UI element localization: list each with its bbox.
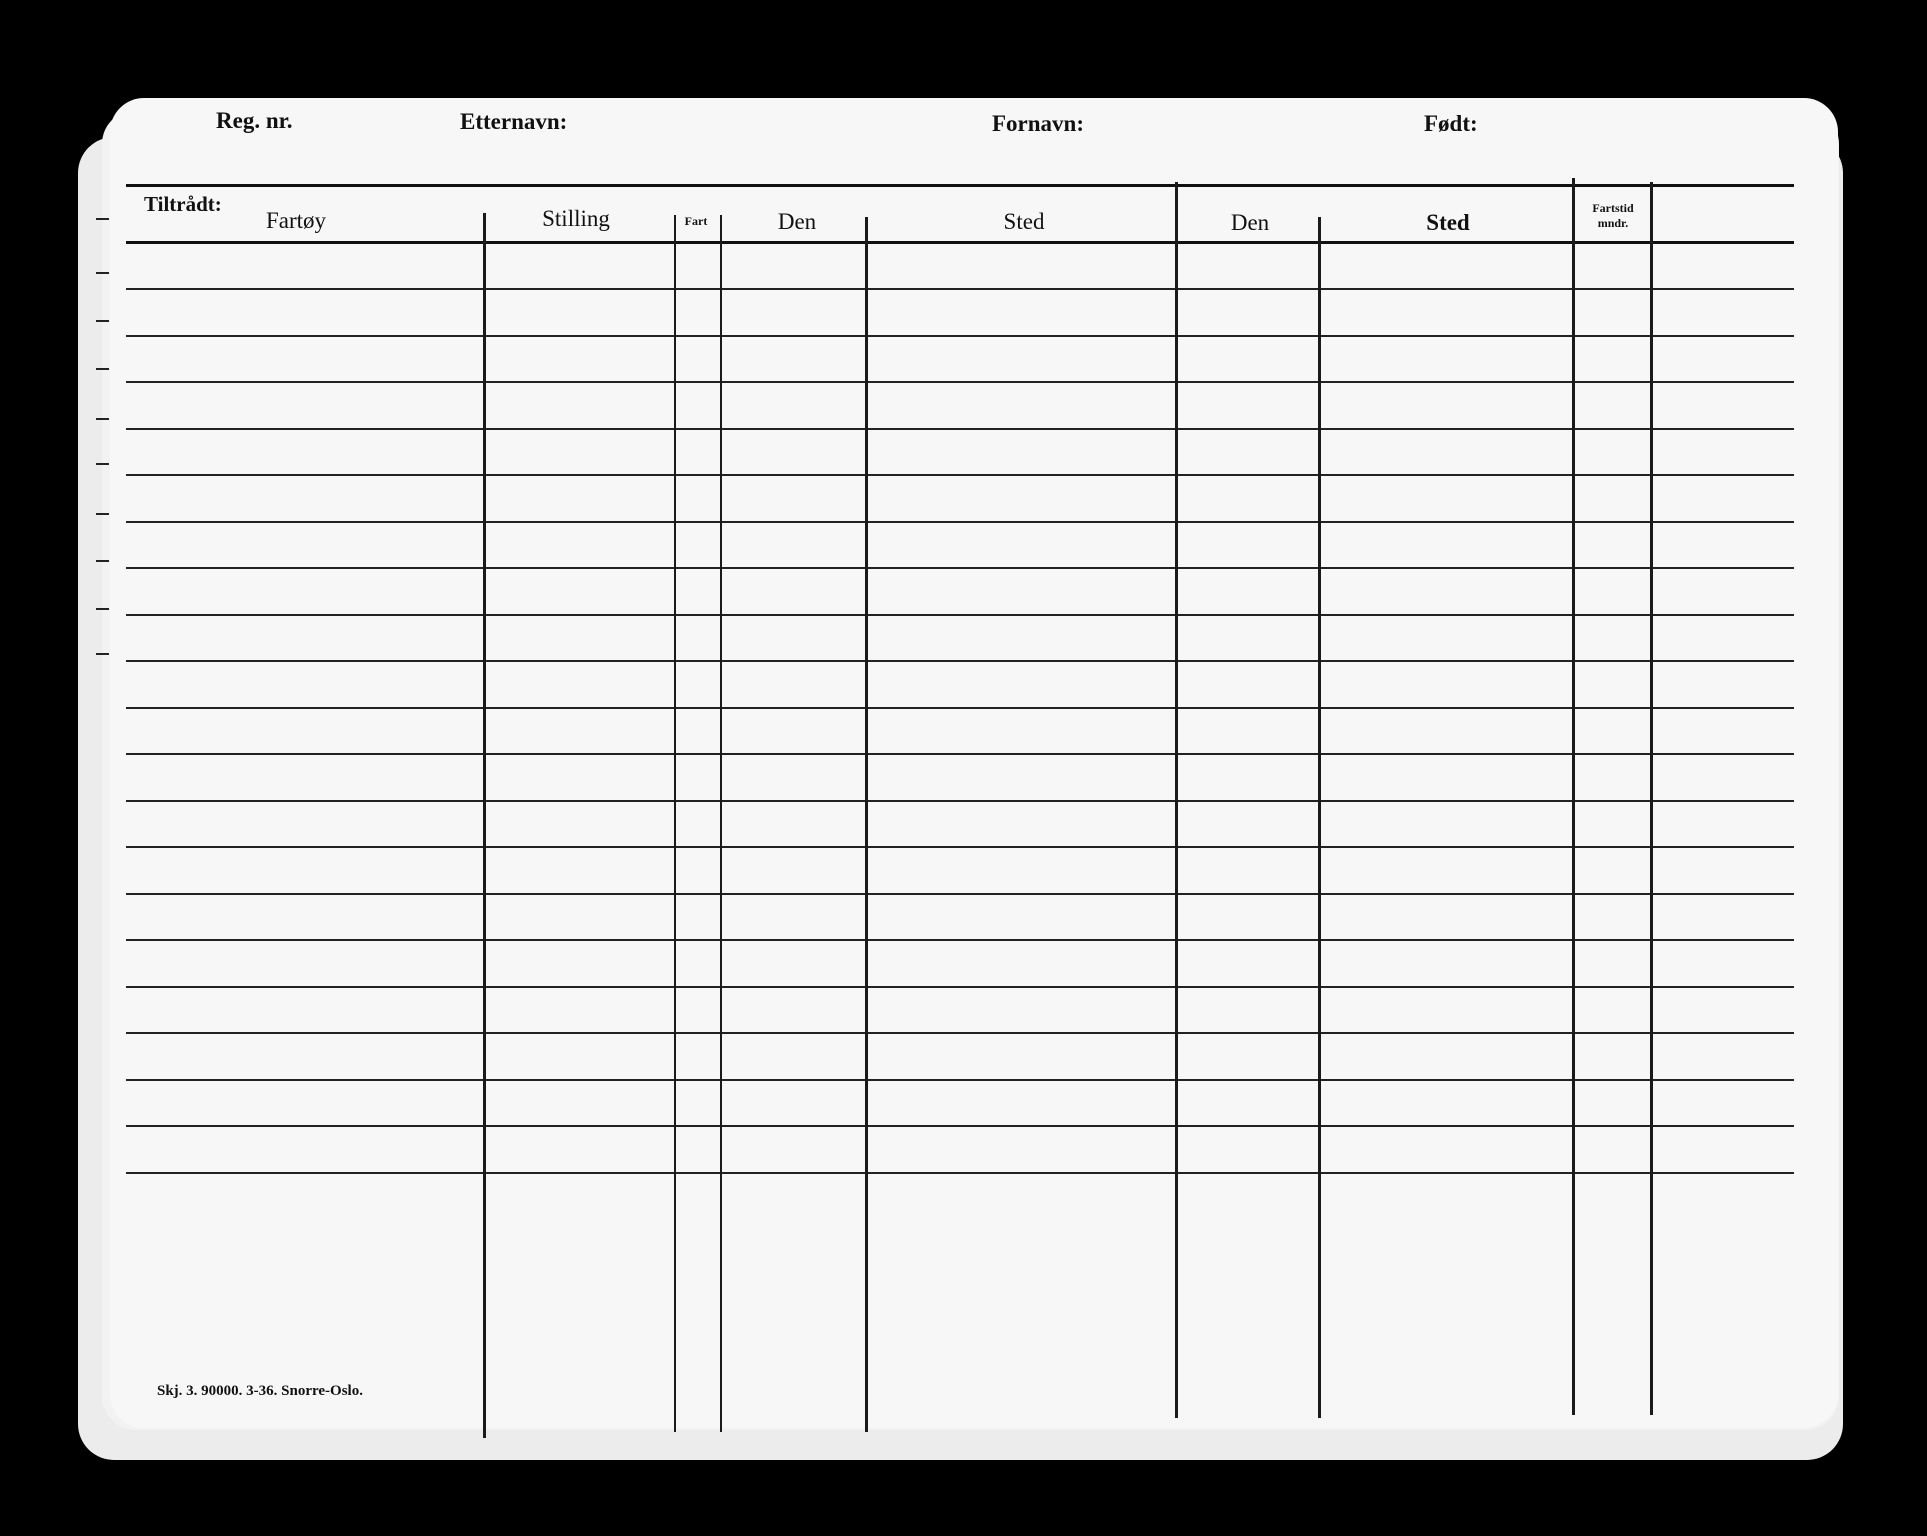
col-den-1: Den [777,209,817,234]
edge-tick-mark [96,653,109,655]
table-row-line [126,614,1794,616]
etternavn-label: Etternavn: [460,109,568,134]
col-fartstid-line1: Fartstid [1592,201,1634,215]
table-row-line [126,707,1794,709]
table-column-line [483,213,486,1438]
table-row-line [126,1032,1794,1034]
table-row-line [126,846,1794,848]
table-row-line [126,939,1794,941]
table-row-line [126,893,1794,895]
table-header-rule [126,241,1794,244]
table-row-line [126,660,1794,662]
table-column-line [1572,178,1575,1415]
col-fartstid [1592,201,1633,231]
edge-tick-mark [96,368,109,370]
col-stilling: Stilling [542,206,610,231]
tiltradt-label: Tiltrådt: [144,192,222,216]
table-column-line [674,215,676,1432]
table-column-line [1650,182,1653,1415]
table-row-line [126,986,1794,988]
table-row-line [126,1172,1794,1174]
table-row-line [126,753,1794,755]
col-sted-2: Sted [1426,210,1470,235]
reg-nr-label: Reg. nr. [216,108,293,133]
col-fartoy: Fartøy [265,208,327,233]
edge-tick-mark [96,463,109,465]
table-column-line [720,215,722,1432]
table-row-line [126,521,1794,523]
table-row-line [126,1079,1794,1081]
form-footer-imprint: Skj. 3. 90000. 3-36. Snorre-Oslo. [157,1383,363,1399]
edge-tick-mark [96,513,109,515]
edge-tick-mark [96,418,109,420]
col-sted-1: Sted [1003,209,1045,234]
table-row-line [126,567,1794,569]
table-column-line [865,217,868,1432]
table-row-line [126,1125,1794,1127]
edge-tick-mark [96,218,109,220]
col-den-2: Den [1230,210,1270,235]
table-row-line [126,800,1794,802]
fornavn-label: Fornavn: [992,111,1084,136]
fodt-label: Født: [1424,111,1478,136]
col-fartstid-line2: mndr. [1597,216,1629,230]
edge-tick-mark [96,320,109,322]
table-row-line [126,288,1794,290]
table-top-rule [126,184,1794,187]
edge-tick-mark [96,560,109,562]
table-column-line [1175,182,1178,1418]
registration-card [110,98,1838,1428]
table-row-line [126,335,1794,337]
edge-tick-mark [96,608,109,610]
table-row-line [126,428,1794,430]
col-fart: Fart [684,214,708,228]
edge-tick-mark [96,272,109,274]
table-row-line [126,381,1794,383]
table-row-line [126,474,1794,476]
table-column-line [1318,217,1321,1418]
